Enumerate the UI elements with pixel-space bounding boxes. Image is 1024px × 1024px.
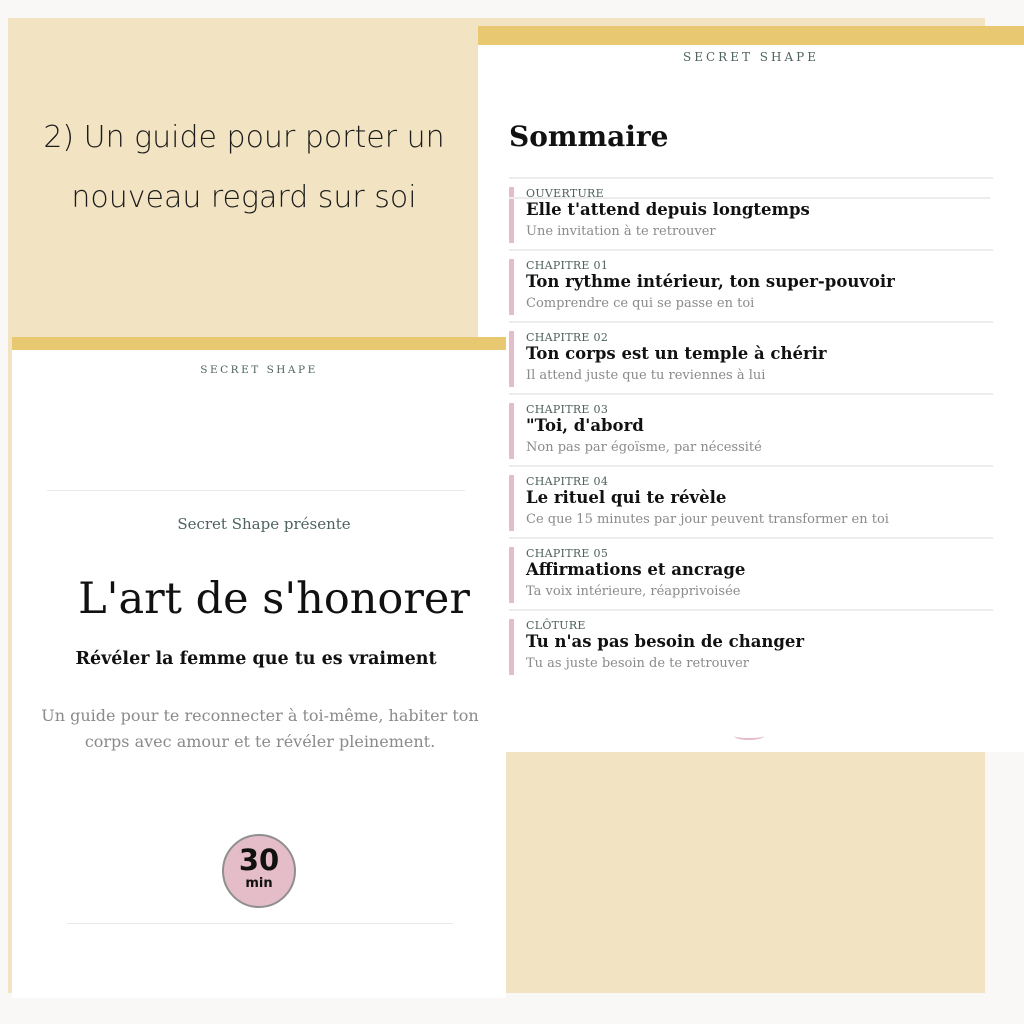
toc-item-subtitle: Tu as juste besoin de te retrouver [526, 656, 750, 671]
divider [67, 923, 453, 924]
toc-item-title: Ton corps est un temple à chérir [526, 344, 827, 363]
toc-item-cloture[interactable] [509, 609, 993, 677]
toc-accent-bar [478, 26, 1024, 45]
toc-item-subtitle: Une invitation à te retrouver [526, 224, 716, 239]
toc-item-subtitle: Comprendre ce qui se passe en toi [526, 296, 755, 311]
toc-item-title: "Toi, d'abord [526, 416, 644, 435]
cover-presents: Secret Shape présente [177, 515, 351, 533]
toc-list [509, 177, 993, 677]
toc-item-kicker: CHAPITRE 01 [526, 259, 609, 272]
toc-item-marker [509, 475, 514, 531]
toc-item-chapitre-02[interactable] [509, 321, 993, 393]
toc-item-marker [509, 331, 514, 387]
toc-title: Sommaire [509, 120, 669, 153]
cover-description: Un guide pour te reconnecter à toi-même, habiter ton corps avec amour et te révéler pleinement. [41, 706, 479, 751]
cover-brand: SECRET SHAPE [200, 364, 318, 376]
decorative-arc [734, 732, 764, 740]
cover-accent-bar [12, 337, 506, 350]
toc-item-title: Ton rythme intérieur, ton super-pouvoir [526, 272, 895, 291]
toc-item-title: Tu n'as pas besoin de changer [526, 632, 805, 651]
divider [47, 490, 465, 491]
duration-badge [222, 834, 296, 908]
toc-page [478, 26, 1024, 752]
toc-item-kicker: CHAPITRE 02 [526, 331, 609, 344]
toc-item-marker [509, 403, 514, 459]
toc-item-chapitre-03[interactable] [509, 393, 993, 465]
cover-title: L'art de s'honorer [78, 574, 470, 624]
toc-item-chapitre-01[interactable] [509, 249, 993, 321]
toc-item-subtitle: Ta voix intérieure, réapprivoisée [526, 584, 741, 599]
headline-line-2: nouveau regard sur soi [71, 180, 417, 215]
headline-line-1: 2) Un guide pour porter un [43, 120, 445, 155]
cover-subtitle: Révéler la femme que tu es vraiment [75, 649, 437, 669]
toc-item-title: Affirmations et ancrage [526, 560, 746, 579]
duration-unit: min [245, 876, 273, 891]
toc-item-marker [509, 547, 514, 603]
toc-item-title: Le rituel qui te révèle [526, 488, 727, 507]
toc-item-chapitre-04[interactable] [509, 465, 993, 537]
toc-item-ouverture[interactable] [509, 177, 993, 249]
toc-item-kicker: CHAPITRE 04 [526, 475, 609, 488]
toc-item-marker [509, 187, 514, 243]
toc-item-subtitle: Non pas par égoïsme, par nécessité [526, 440, 762, 455]
duration-number: 30 [238, 843, 280, 877]
toc-item-kicker: OUVERTURE [526, 187, 604, 200]
toc-item-subtitle: Ce que 15 minutes par jour peuvent transformer en toi [526, 512, 889, 527]
toc-item-marker [509, 619, 514, 675]
toc-item-title: Elle t'attend depuis longtemps [526, 200, 810, 219]
toc-item-kicker: CLÔTURE [526, 619, 586, 632]
toc-item-kicker: CHAPITRE 03 [526, 403, 609, 416]
toc-item-subtitle: Il attend juste que tu reviennes à lui [526, 368, 766, 383]
toc-item-kicker: CHAPITRE 05 [526, 547, 609, 560]
toc-item-marker [509, 259, 514, 315]
toc-brand: SECRET SHAPE [683, 50, 819, 64]
headline [10, 108, 478, 228]
toc-item-chapitre-05[interactable] [509, 537, 993, 609]
cover-page [12, 337, 506, 998]
